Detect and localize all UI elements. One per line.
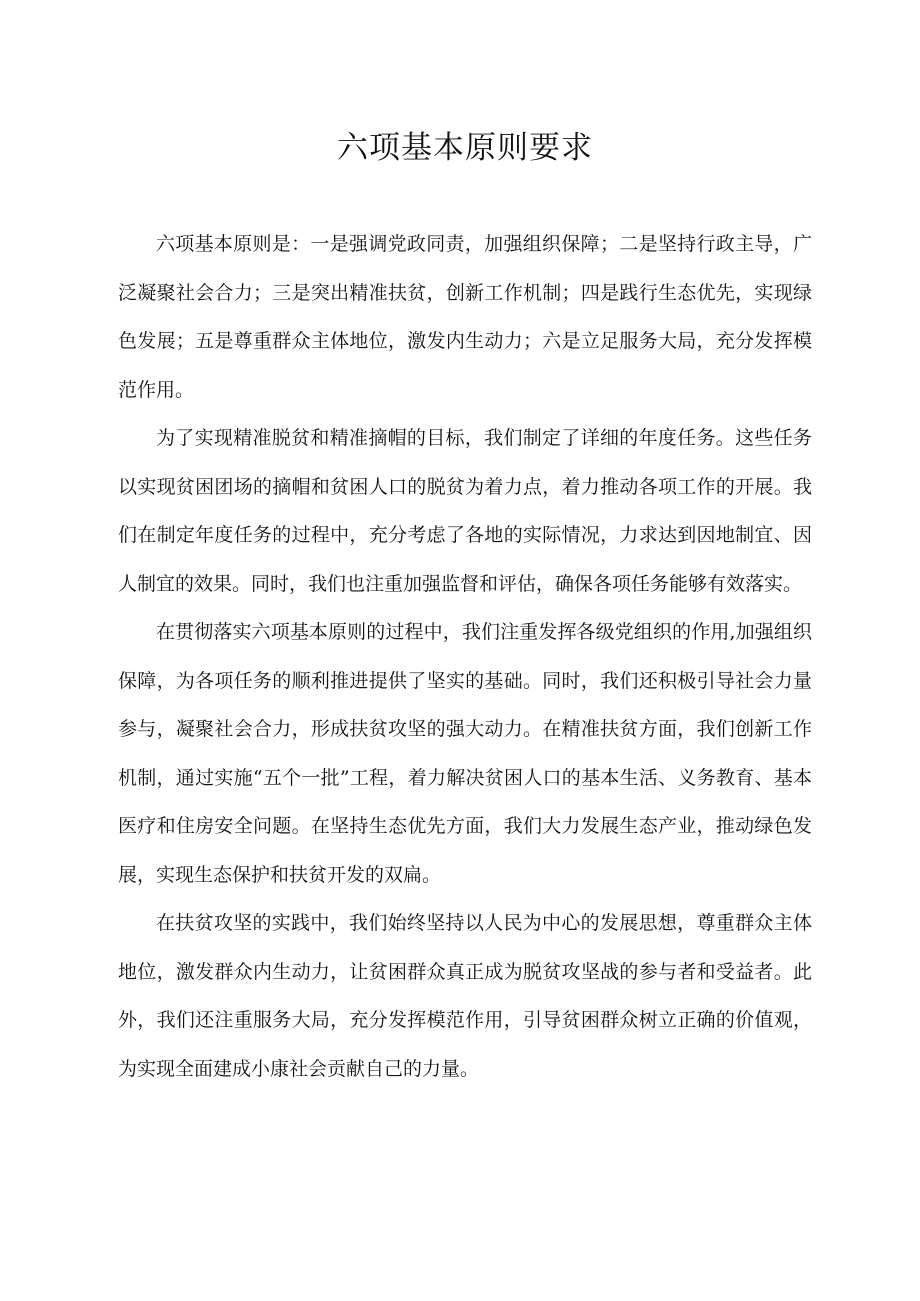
document-title: 六项基本原则要求 [337, 130, 593, 166]
paragraph-implementation: 在贯彻落实六项基本原则的过程中，我们注重发挥各级党组织的作用,加强组织保障，为各项任务的顺利推进提供了坚实的基础。同时，我们还积极引导社会力量参与，凝聚社会合力，形成扶贫攻坚的强大动力。在精准扶贫方面，我们创新工作机制，通过实施“五个一批”工程，着力解决贫困人口的基本生活、义务教育、基本医疗和住房安全问题。在坚持生态优先方面，我们大力发展生态产业，推动绿色发展，实现生态保护和扶贫开发的双扁。 [118, 621, 812, 886]
paragraph-practice: 在扶贫攻坚的实践中，我们始终坚持以人民为中心的发展思想，尊重群众主体地位，激发群众内生动力，让贫困群众真正成为脱贫攻坚战的参与者和受益者。此外，我们还注重服务大局，充分发挥模范作用，引导贫困群众树立正确的价值观，为实现全面建成小康社会贡献自己的力量。 [118, 912, 812, 1080]
paragraph-principles: 六项基本原则是：一是强调党政同责，加强组织保障；二是坚持行政主导，广泛凝聚社会合力；三是突出精准扶贫，创新工作机制；四是践行生态优先，实现绿色发展；五是尊重群众主体地位，激发内生动力；六是立足服务大局，充分发挥模范作用。 [118, 233, 812, 401]
paragraph-annual-tasks: 为了实现精准脱贫和精准摘帽的目标，我们制定了详细的年度任务。这些任务以实现贫困团场的摘帽和贫困人口的脱贫为着力点，着力推动各项工作的开展。我们在制定年度任务的过程中，充分考虑了各地的实际情况，力求达到因地制宜、因人制宜的效果。同时，我们也注重加强监督和评估，确保各项任务能够有效落实。 [118, 427, 812, 595]
